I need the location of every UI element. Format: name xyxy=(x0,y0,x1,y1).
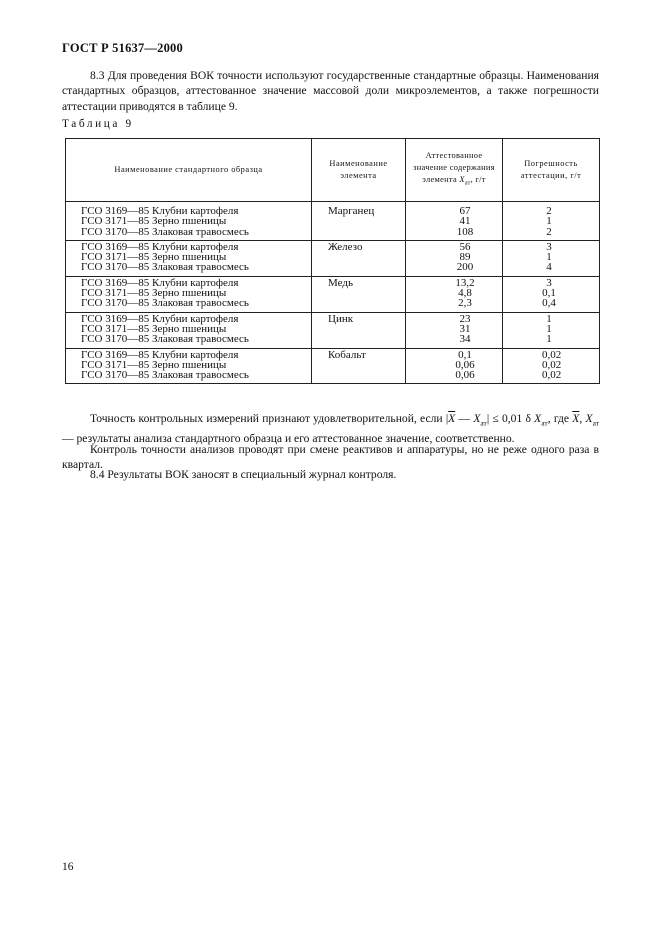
table-caption: Таблица 9 xyxy=(62,118,134,130)
accuracy-condition: ≤ 0,01 δ xyxy=(492,412,531,425)
sample-name: ГСО 3170—85 Злаковая травосмесь xyxy=(81,261,249,274)
certified-value: 0,06 xyxy=(455,369,475,382)
document-header-title: ГОСТ Р 51637—2000 xyxy=(62,41,183,55)
sample-name: ГСО 3170—85 Злаковая травосмесь xyxy=(81,225,249,238)
x-at-symbol: X xyxy=(473,412,481,425)
sample-name: ГСО 3169—85 Клубни картофеля xyxy=(81,276,239,289)
error-value: 0,02 xyxy=(542,358,562,371)
sample-name: ГСО 3171—85 Зерно пшеницы xyxy=(81,358,227,371)
col-sample-name-header: Наименование стандартного образца xyxy=(66,139,312,202)
col-error-header: Погрешность аттестации, г/т xyxy=(503,139,600,202)
accuracy-where: где xyxy=(553,412,570,425)
certified-values-cell xyxy=(406,202,503,241)
error-value: 4 xyxy=(546,261,552,274)
page-number: 16 xyxy=(62,861,74,873)
certified-value: 4,8 xyxy=(458,287,472,300)
x-at-subscript: ат xyxy=(592,418,600,428)
error-value: 1 xyxy=(546,215,552,228)
certified-value: 67 xyxy=(459,205,471,217)
table-header-row xyxy=(66,139,600,202)
element-name-cell xyxy=(312,312,406,348)
x-at-subscript: ат xyxy=(541,418,548,428)
element-name: Марганец xyxy=(328,205,375,217)
error-value: 0,02 xyxy=(542,348,562,361)
sample-names-cell xyxy=(66,202,312,241)
sample-names-cell xyxy=(66,348,312,384)
col-certified-value-header xyxy=(406,139,503,202)
certified-value: 0,1 xyxy=(458,348,472,361)
col-certified-value-unit: , г/т xyxy=(470,175,486,185)
certified-value: 31 xyxy=(459,322,471,335)
table-row xyxy=(66,276,600,312)
errors-cell xyxy=(503,240,600,276)
sample-name: ГСО 3170—85 Злаковая травосмесь xyxy=(81,369,249,382)
errors-cell xyxy=(503,312,600,348)
error-value: 2 xyxy=(546,205,552,217)
element-name: Медь xyxy=(328,276,353,289)
col-certified-value-symbol: X xyxy=(459,175,465,185)
error-value: 3 xyxy=(546,276,552,289)
element-name-cell xyxy=(312,276,406,312)
table-row xyxy=(66,312,600,348)
col-element-name-header: Наименование элемента xyxy=(312,139,406,202)
element-name: Цинк xyxy=(328,312,354,325)
accuracy-definition: — результаты анализа стандартного образца и его аттестованное значение, соответственно. xyxy=(62,431,515,445)
minus-sign: — xyxy=(458,412,471,425)
control-frequency-text: Контроль точности анализов проводят при смене реактивов и аппаратуры, но не реже одного раза в квартал. xyxy=(62,443,599,472)
error-value: 0,4 xyxy=(542,297,556,310)
col-certified-value-subscript: ат xyxy=(464,180,471,187)
col-certified-value-title: Аттестованное значение содержания элемента xyxy=(413,151,495,185)
certified-values-cell xyxy=(406,348,503,384)
sample-name: ГСО 3171—85 Зерно пшеницы xyxy=(81,215,227,228)
error-value: 1 xyxy=(546,251,552,264)
certified-value: 2,3 xyxy=(458,297,472,310)
table-row xyxy=(66,202,600,241)
sample-name: ГСО 3169—85 Клубни картофеля xyxy=(81,312,239,325)
certified-value: 56 xyxy=(459,240,471,253)
error-value: 1 xyxy=(546,312,552,325)
x-at-symbol: X xyxy=(585,412,593,425)
element-name: Кобальт xyxy=(328,348,366,361)
x-bar-symbol: $\overline{X}$ xyxy=(572,412,580,425)
certified-value: 34 xyxy=(459,333,471,346)
accuracy-criterion-text: Точность контрольных измерений признают удовлетворительной, если $|\overline{X}$ — $X_{ат}| \le 0,01$ δ $X_{ат}$, где $\overline{X}$, $X_{ат}$ — результаты анализа стандартного образца и его аттестованное значение, соответственно. xyxy=(62,412,600,445)
certified-value: 41 xyxy=(459,215,471,228)
error-value: 1 xyxy=(546,322,552,335)
sample-name: ГСО 3169—85 Клубни картофеля xyxy=(81,240,239,253)
sample-names-cell xyxy=(66,276,312,312)
error-value: 3 xyxy=(546,240,552,253)
sample-name: ГСО 3171—85 Зерно пшеницы xyxy=(81,251,227,264)
certified-values-cell xyxy=(406,276,503,312)
section-8-4-text: 8.4 Результаты ВОК заносят в специальный журнал контроля. xyxy=(90,468,397,481)
certified-value: 89 xyxy=(459,251,471,264)
errors-cell xyxy=(503,348,600,384)
error-value: 0,1 xyxy=(542,287,556,300)
sample-names-cell xyxy=(66,240,312,276)
error-value: 1 xyxy=(546,333,552,346)
element-name-cell xyxy=(312,348,406,384)
certified-value: 0,06 xyxy=(455,358,475,371)
sample-name: ГСО 3170—85 Злаковая травосмесь xyxy=(81,297,249,310)
table-9 xyxy=(65,138,600,384)
element-name: Железо xyxy=(328,240,363,253)
sample-name: ГСО 3169—85 Клубни картофеля xyxy=(81,348,239,361)
certified-values-cell xyxy=(406,240,503,276)
sample-name: ГСО 3171—85 Зерно пшеницы xyxy=(81,287,227,300)
table-row xyxy=(66,240,600,276)
element-name-cell xyxy=(312,240,406,276)
x-bar-symbol: $\overline{X}$ xyxy=(448,412,456,425)
certified-values-cell xyxy=(406,312,503,348)
certified-value: 108 xyxy=(456,225,474,238)
sample-name: ГСО 3169—85 Клубни картофеля xyxy=(81,205,239,217)
table-row xyxy=(66,348,600,384)
errors-cell xyxy=(503,202,600,241)
sample-names-cell xyxy=(66,312,312,348)
section-8-3-text: 8.3 Для проведения ВОК точности используют государственные стандартные образцы. Наименования стандартных образцов, аттестованное значение массовой доли микроэлементов, а также погрешности аттестации приводятся в таблице 9. xyxy=(62,69,599,113)
sample-name: ГСО 3171—85 Зерно пшеницы xyxy=(81,322,227,335)
certified-value: 23 xyxy=(459,312,471,325)
sample-name: ГСО 3170—85 Злаковая травосмесь xyxy=(81,333,249,346)
element-name-cell xyxy=(312,202,406,241)
error-value: 2 xyxy=(546,225,552,238)
certified-value: 200 xyxy=(456,261,474,274)
error-value: 0,02 xyxy=(542,369,562,382)
x-at-symbol: X xyxy=(534,412,542,425)
certified-value: 13,2 xyxy=(455,276,475,289)
x-at-subscript: ат xyxy=(480,418,487,428)
errors-cell xyxy=(503,276,600,312)
accuracy-lead: Точность контрольных измерений признают удовлетворительной, если xyxy=(90,412,443,425)
